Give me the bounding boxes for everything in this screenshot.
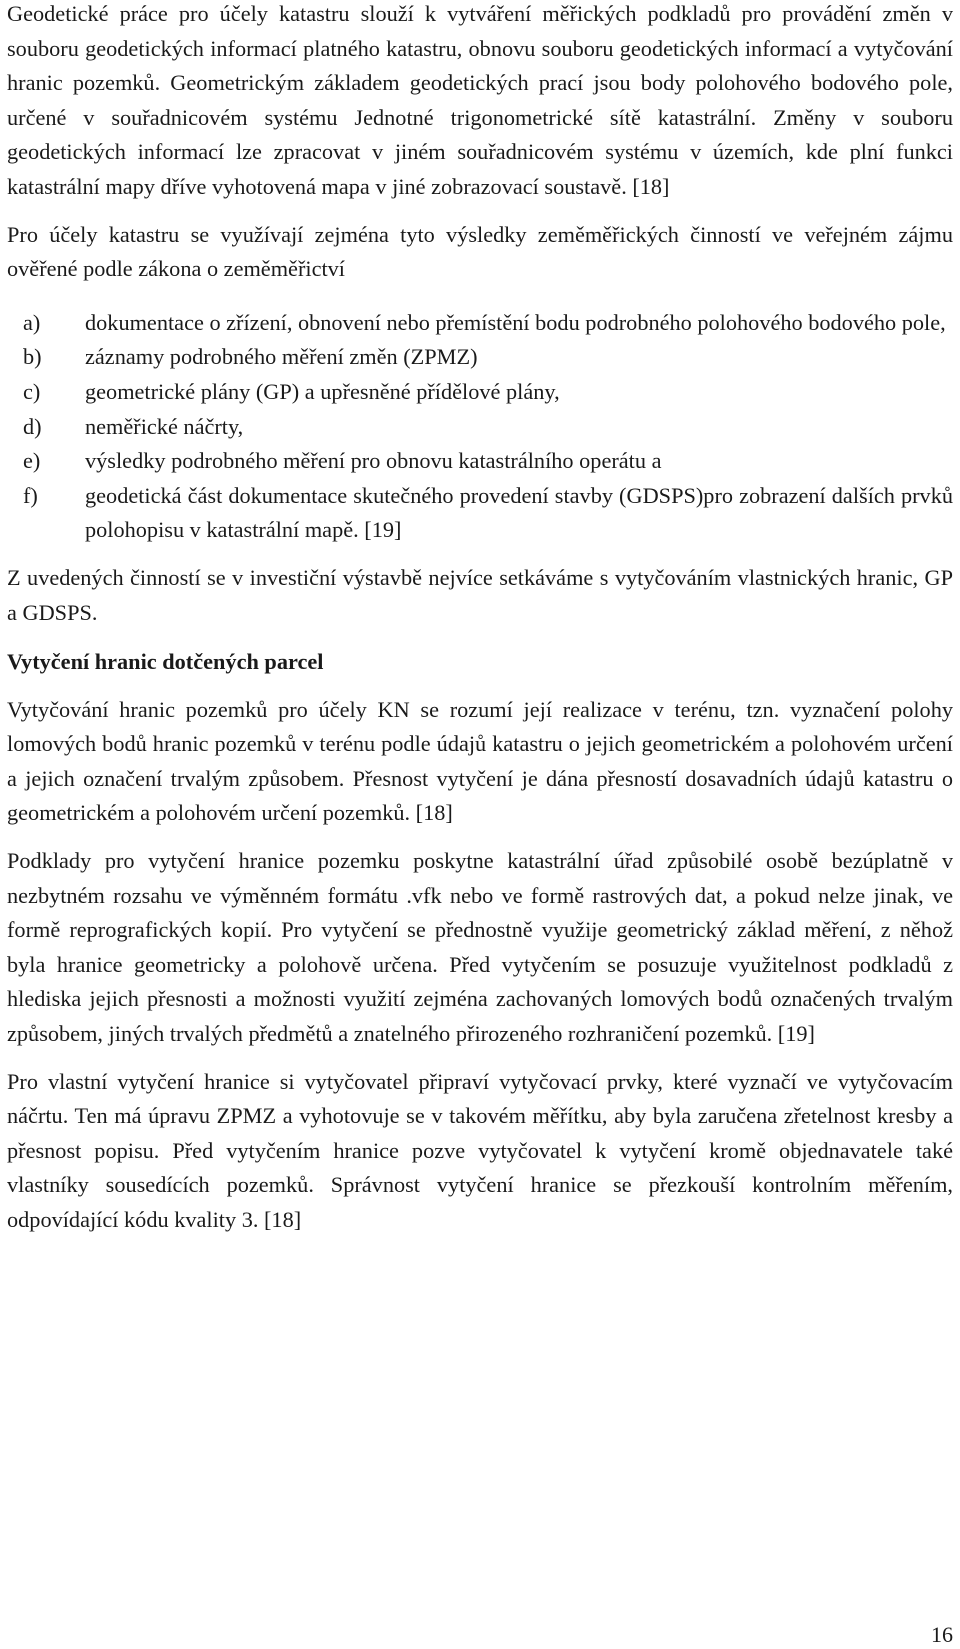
list-item xyxy=(7,375,953,410)
list-item-text: neměřické náčrty, xyxy=(85,413,244,439)
results-list xyxy=(7,306,953,548)
paragraph-staking-procedure: Pro vlastní vytyčení hranice si vytyčovatel připraví vytyčovací prvky, které vyznačí ve vytyčovacím náčrtu. Ten má úpravu ZPMZ a vyhotovuje se v takovém měřítku, aby byla zaručena zřetelnost kresby a přesnost popisu. Před vytyčením hranice pozve vytyčovatel k vytyčení kromě objednavatele také vlastníky sousedících pozemků. Správnost vytyčení hranice se přezkouší kontrolním měřením, odpovídající kódu kvality 3. [18] xyxy=(7,1068,953,1232)
list-item xyxy=(7,306,953,341)
paragraph-cadastre-results-intro: Pro účely katastru se využívají zejména tyto výsledky zeměměřických činností ve veřejném zájmu ověřené podle zákona o zeměměřictví xyxy=(7,221,953,282)
document-page xyxy=(7,0,953,1238)
list-item-marker: d) xyxy=(23,413,42,439)
list-item-text: geodetická část dokumentace skutečného provedení stavby (GDSPS)pro zobrazení dalších prvků polohopisu v katastrální mapě. [19] xyxy=(85,482,953,543)
list-item xyxy=(7,410,953,445)
list-item xyxy=(7,444,953,479)
section-heading: Vytyčení hranic dotčených parcel xyxy=(7,649,324,675)
paragraph-staking-documents: Podklady pro vytyčení hranice pozemku poskytne katastrální úřad způsobilé osobě bezúplatně v nezbytném rozsahu ve výměnném formátu .vfk nebo ve formě rastrových dat, a pokud nelze jinak, ve formě reprografických kopií. Pro vytyčení se přednostně využije geometrický základ měření, z něhož byla hranice geometricky a polohově určena. Před vytyčením se posuzuje využitelnost podkladů z hlediska jejich přesnosti a možnosti využití zejména zachovaných lomových bodů označených trvalým způsobem, jiných trvalých předmětů a znatelného přirozeného rozhraničení pozemků. [19] xyxy=(7,848,953,1047)
list-item-text: záznamy podrobného měření změn (ZPMZ) xyxy=(85,344,478,370)
list-item-marker: c) xyxy=(23,378,41,404)
paragraph-boundary-staking: Vytyčování hranic pozemků pro účely KN se rozumí její realizace v terénu, tzn. vyznačení polohy lomových bodů hranic pozemků v terénu podle údajů katastru o jejich geometrickém a polohovém určení a jejich označení trvalým způsobem. Přesnost vytyčení je dána přesností dosavadních údajů katastru o geometrickém a polohovém určení pozemků. [18] xyxy=(7,696,953,826)
list-item-marker: e) xyxy=(23,448,41,474)
list-item-marker: a) xyxy=(23,309,41,335)
list-item-text: dokumentace o zřízení, obnovení nebo přemístění bodu podrobného polohového bodového pole, xyxy=(85,309,946,335)
list-item xyxy=(7,479,953,548)
list-item xyxy=(7,340,953,375)
page-number: 16 xyxy=(931,1622,953,1647)
list-item-text: geometrické plány (GP) a upřesněné přídělové plány, xyxy=(85,378,560,404)
list-item-marker: f) xyxy=(23,482,38,508)
list-item-marker: b) xyxy=(23,344,42,370)
paragraph-investment-construction: Z uvedených činností se v investiční výstavbě nejvíce setkáváme s vytyčováním vlastnických hranic, GP a GDSPS. xyxy=(7,564,953,625)
list-item-text: výsledky podrobného měření pro obnovu katastrálního operátu a xyxy=(85,448,662,474)
paragraph-geodetic-works: Geodetické práce pro účely katastru slouží k vytváření měřických podkladů pro provádění změn v souboru geodetických informací platného katastru, obnovu souboru geodetických informací a vytyčování hranic pozemků. Geometrickým základem geodetických prací jsou body polohového bodového pole, určené v souřadnicovém systému Jednotné trigonometrické sítě katastrální. Změny v souboru geodetických informací lze zpracovat v jiném souřadnicovém systému v územích, kde plní funkci katastrální mapy dříve vyhotovená mapa v jiné zobrazovací soustavě. [18] xyxy=(7,1,953,199)
